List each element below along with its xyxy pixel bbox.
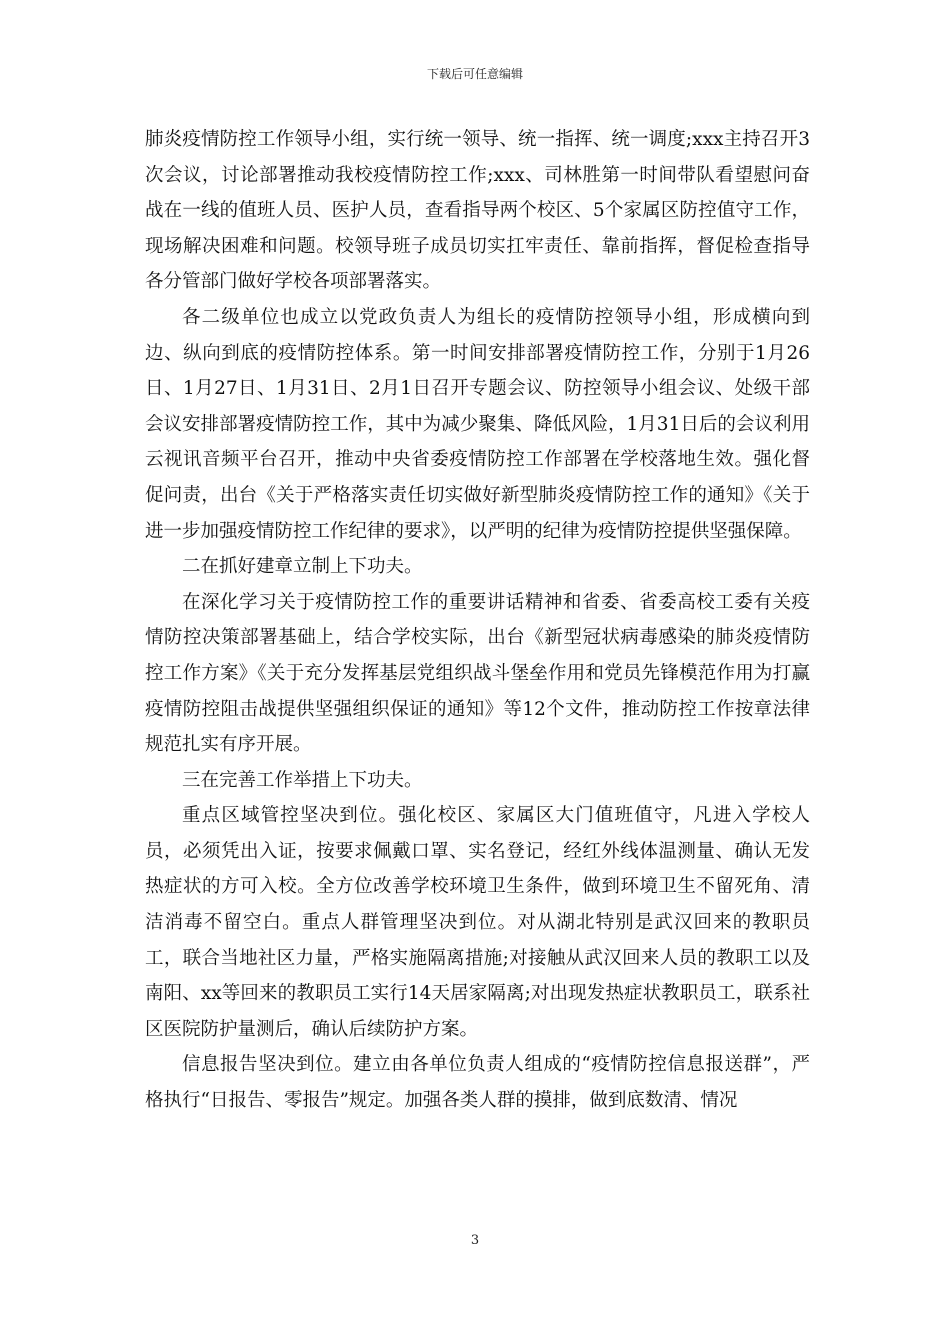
document-body <box>145 122 810 1119</box>
page-header-note: 下载后可任意编辑 <box>426 67 523 81</box>
paragraph-1: 肺炎疫情防控工作领导小组，实行统一领导、统一指挥、统一调度;xxx主持召开3次会议，讨论部署推动我校疫情防控工作;xxx、司林胜第一时间带队看望慰问奋战在一线的值班人员、医护人员，查看指导两个校区、5个家属区防控值守工作，现场解决困难和问题。校领导班子成员切实扛牢责任、靠前指挥，督促检查指导各分管部门做好学校各项部署落实。 <box>145 129 810 293</box>
section-heading-2: 二在抓好建章立制上下功夫。 <box>182 556 423 578</box>
section-heading-3: 三在完善工作举措上下功夫。 <box>182 769 423 791</box>
paragraph-5: 信息报告坚决到位。建立由各单位负责人组成的“疫情防控信息报送群”，严格执行“日报告、零报告”规定。加强各类人群的摸排，做到底数清、情况 <box>145 1054 810 1112</box>
paragraph-3: 在深化学习关于疫情防控工作的重要讲话精神和省委、省委高校工委有关疫情防控决策部署基础上，结合学校实际，出台《新型冠状病毒感染的肺炎疫情防控工作方案》《关于充分发挥基层党组织战斗堡垒作用和党员先锋模范作用为打赢疫情防控阻击战提供坚强组织保证的通知》等12个文件，推动防控工作按章法律规范扎实有序开展。 <box>145 591 810 756</box>
page-number: 3 <box>470 1233 480 1248</box>
paragraph-2: 各二级单位也成立以党政负责人为组长的疫情防控领导小组，形成横向到边、纵向到底的疫情防控体系。第一时间安排部署疫情防控工作，分别于1月26日、1月27日、1月31日、2月1日召开专题会议、防控领导小组会议、处级干部会议安排部署疫情防控工作，其中为减少聚集、降低风险，1月31日后的会议利用云视讯音频平台召开，推动中央省委疫情防控工作部署在学校落地生效。强化督促问责，出台《关于严格落实责任切实做好新型肺炎疫情防控工作的通知》《关于进一步加强疫情防控工作纪律的要求》，以严明的纪律为疫情防控提供坚强保障。 <box>145 306 810 542</box>
paragraph-4: 重点区域管控坚决到位。强化校区、家属区大门值班值守，凡进入学校人员，必须凭出入证，按要求佩戴口罩、实名登记，经红外线体温测量、确认无发热症状的方可入校。全方位改善学校环境卫生条件，做到环境卫生不留死角、清洁消毒不留空白。重点人群管理坚决到位。对从湖北特别是武汉回来的教职员工，联合当地社区力量，严格实施隔离措施;对接触从武汉回来人员的教职工以及南阳、xx等回来的教职员工实行14天居家隔离;对出现发热症状教职员工，联系社区医院防护量测后，确认后续防护方案。 <box>145 805 810 1040</box>
